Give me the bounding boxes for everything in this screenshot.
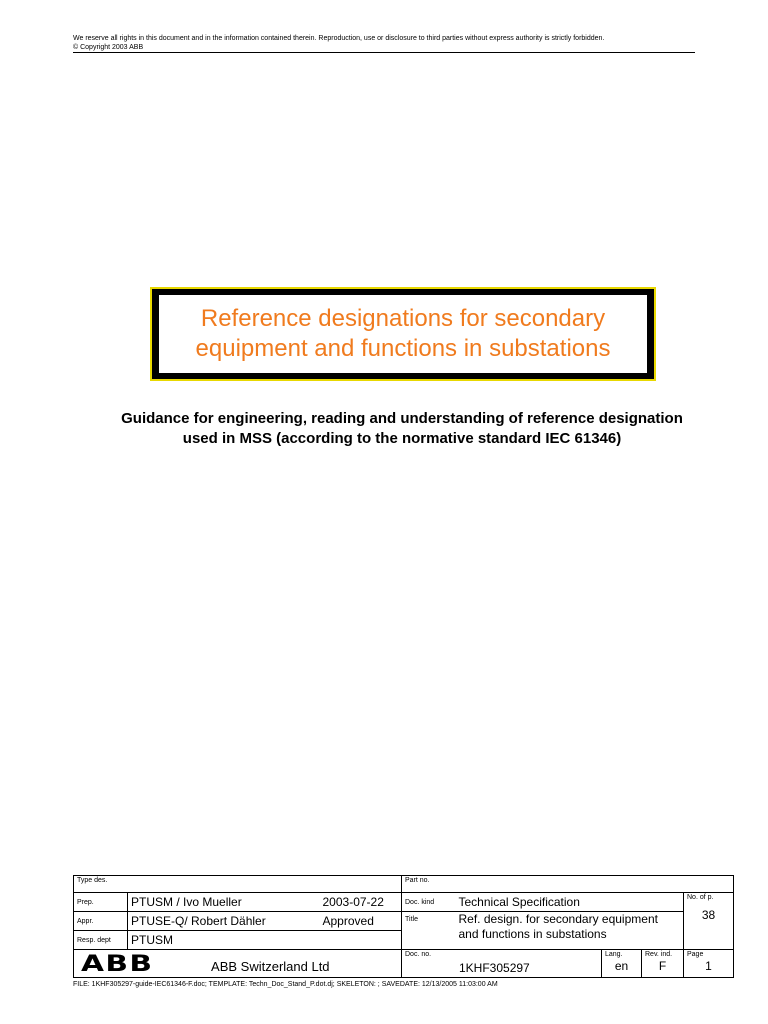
rev-ind-label: Rev. ind. xyxy=(645,951,673,958)
abb-logo: ABB xyxy=(81,952,154,977)
rev-ind-cell xyxy=(642,950,684,978)
title-block-row-docno xyxy=(74,950,734,978)
doc-kind-value: Technical Specification xyxy=(458,895,580,909)
no-of-p-label: No. of p. xyxy=(687,894,714,901)
doc-no-value: 1KHF305297 xyxy=(459,961,530,975)
prep-value: PTUSM / Ivo Mueller xyxy=(131,895,242,909)
header-rule xyxy=(73,52,695,53)
type-des-cell xyxy=(74,876,402,893)
title-label-cell xyxy=(402,912,456,950)
title-block-row-prep xyxy=(74,893,734,912)
title-value-line-1: Ref. design. for secondary equipment xyxy=(458,912,658,926)
prep-label-cell xyxy=(74,893,128,912)
subtitle-line-1: Guidance for engineering, reading and understanding of reference designation xyxy=(121,410,683,427)
doc-kind-value-cell xyxy=(456,893,684,912)
part-no-label: Part no. xyxy=(405,877,430,884)
company-cell xyxy=(74,950,402,978)
page-cell xyxy=(684,950,734,978)
no-of-pages-cell xyxy=(684,893,734,950)
footer-file-info: FILE: 1KHF305297-guide-IEC61346-F.doc; TEMPLATE: Techn_Doc_Stand_P.dot.dj; SKELETON: ; SAVEDATE: 12/13/2005 11:03:00 AM xyxy=(73,981,498,988)
appr-status-cell xyxy=(320,912,402,931)
title-frame xyxy=(150,287,656,381)
part-no-cell xyxy=(402,876,734,893)
title-box xyxy=(158,294,648,374)
rev-ind-value: F xyxy=(658,959,667,973)
appr-status: Approved xyxy=(322,914,374,928)
prep-date-cell xyxy=(320,893,402,912)
title-value-cell xyxy=(456,912,684,950)
type-des-label: Type des. xyxy=(77,877,108,884)
doc-no-cell xyxy=(402,950,602,978)
resp-dept-value-cell xyxy=(128,931,402,950)
document-title-line-1: Reference designations for secondary xyxy=(200,305,606,332)
doc-kind-label-cell xyxy=(402,893,456,912)
document-subtitle xyxy=(80,409,724,449)
page-label: Page xyxy=(687,951,704,958)
resp-dept-label: Resp. dept xyxy=(77,936,111,944)
appr-value-cell xyxy=(128,912,320,931)
page-value: 1 xyxy=(705,959,712,973)
title-block-row-appr xyxy=(74,912,734,931)
appr-label: Appr. xyxy=(77,917,94,925)
appr-label-cell xyxy=(74,912,128,931)
resp-dept-value: PTUSM xyxy=(131,933,173,947)
title-label: Title xyxy=(405,916,418,923)
prep-value-cell xyxy=(128,893,320,912)
lang-value: en xyxy=(614,959,629,973)
resp-dept-label-cell xyxy=(74,931,128,950)
document-title-line-2: equipment and functions in substations xyxy=(195,335,611,362)
title-block-row-type xyxy=(74,876,734,893)
doc-kind-label: Doc. kind xyxy=(405,898,435,906)
rights-notice: We reserve all rights in this document and in the information contained therein. Reproduction, use or disclosure to third parties without express authority is strictly forbidden. xyxy=(73,35,605,42)
title-block xyxy=(73,875,734,978)
lang-label: Lang. xyxy=(605,951,623,958)
subtitle-line-2: used in MSS (according to the normative standard IEC 61346) xyxy=(182,430,622,447)
appr-value: PTUSE-Q/ Robert Dähler xyxy=(131,914,266,928)
prep-date: 2003-07-22 xyxy=(322,895,384,909)
no-of-p-value: 38 xyxy=(701,908,716,922)
title-value-line-2: and functions in substations xyxy=(458,927,607,941)
doc-no-label: Doc. no. xyxy=(405,951,432,958)
lang-cell xyxy=(602,950,642,978)
prep-label: Prep. xyxy=(77,898,94,906)
company-name: ABB Switzerland Ltd xyxy=(211,959,330,974)
copyright-notice: © Copyright 2003 ABB xyxy=(73,44,144,51)
header-note xyxy=(73,34,693,52)
